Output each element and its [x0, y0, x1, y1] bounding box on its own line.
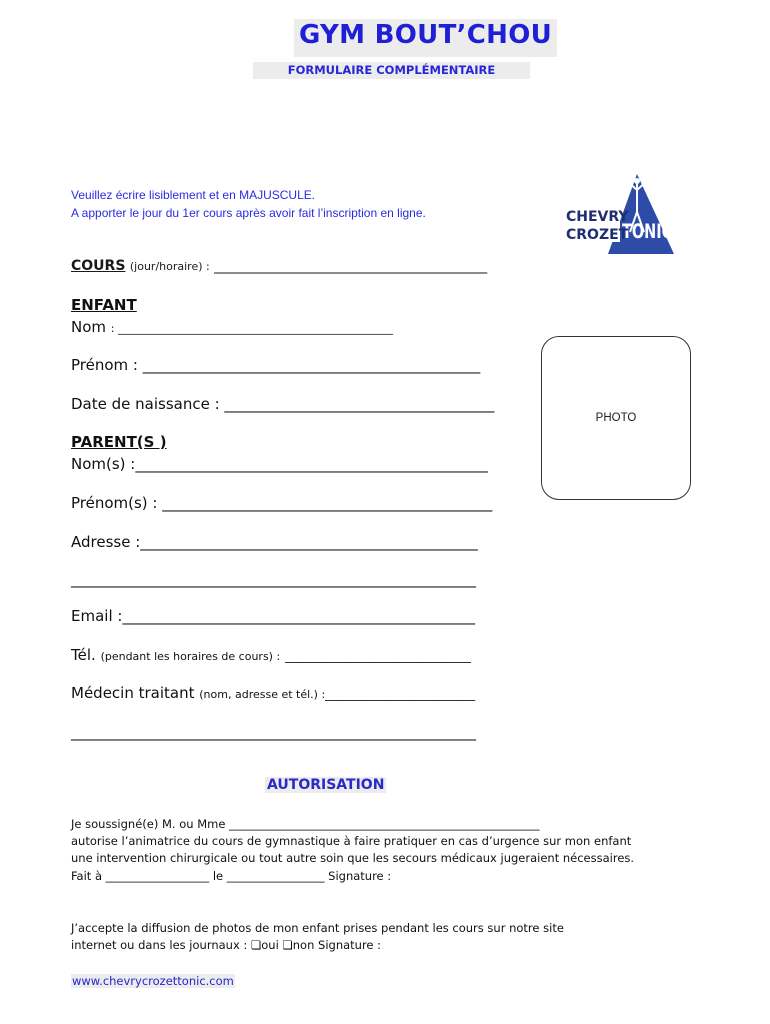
prenom-blank[interactable]: _____________________________________________	[142, 356, 481, 374]
parents-medecin-field	[71, 684, 475, 702]
adresse-label: Adresse :	[71, 533, 141, 551]
instruction-line-2: A apporter le jour du 1er cours après avoir fait l’inscription en ligne.	[71, 206, 426, 220]
cours-blank[interactable]: _______________________________________	[214, 258, 488, 274]
parents-tel-field	[71, 646, 471, 664]
parents-prenoms-field	[71, 494, 492, 512]
cours-heading: COURS	[71, 258, 126, 274]
enfant-naissance-field	[71, 395, 494, 413]
autorisation-line-3: une intervention chirurgicale ou tout autre soin que les secours médicaux jugeraient nécessaires.	[71, 851, 635, 865]
medecin-label: Médecin traitant	[71, 684, 195, 702]
autorisation-line-4[interactable]: Fait à __________________ le _________________ Signature :	[71, 869, 392, 883]
medecin-blank-line-2[interactable]: ______________________________________________________	[71, 723, 476, 741]
photo-label: PHOTO	[595, 412, 637, 424]
enfant-prenom-field	[71, 356, 480, 374]
svg-text:CHEVRY: CHEVRY	[566, 209, 629, 225]
parents-adresse-field	[71, 533, 478, 551]
chevry-crozet-tonic-logo	[560, 172, 680, 258]
tel-label: Tél.	[71, 646, 96, 664]
nom-label: Nom	[71, 318, 107, 336]
autorisation-line-1[interactable]: Je soussigné(e) M. ou Mme ______________________________________________________	[71, 817, 540, 831]
photo-consent-line-2[interactable]: internet ou dans les journaux : ❏οui ❏non Signature :	[71, 938, 382, 952]
email-blank[interactable]: :_______________________________________________	[117, 607, 475, 625]
cours-sub: (jour/horaire) :	[129, 260, 210, 273]
naissance-label: Date de naissance :	[71, 395, 220, 413]
autorisation-line-2: autorise l’animatrice du cours de gymnastique à faire pratiquer en cas d’urgence sur mon enfant	[71, 834, 632, 848]
medecin-blank[interactable]: _________________________	[325, 687, 476, 701]
svg-text:CROZET: CROZET	[566, 227, 629, 243]
enfant-nom-field	[71, 318, 393, 336]
prenoms-label: Prénom(s) :	[71, 494, 158, 512]
tel-sub: (pendant les horaires de cours) :	[100, 650, 281, 663]
adresse-blank[interactable]: _____________________________________________	[140, 533, 478, 551]
website-link[interactable]: www.chevrycrozettonic.com	[72, 974, 234, 988]
tel-blank[interactable]: _______________________________	[284, 649, 471, 663]
medecin-sub: (nom, adresse et tél.) :	[199, 688, 326, 701]
parents-email-field	[71, 607, 475, 625]
parents-noms-field	[71, 455, 488, 473]
instruction-line-1: Veuillez écrire lisiblement et en MAJUSCULE.	[71, 188, 316, 202]
enfant-heading: ENFANT	[71, 296, 137, 314]
page-subtitle: FORMULAIRE COMPLÉMENTAIRE	[287, 63, 496, 77]
naissance-blank[interactable]: ____________________________________	[224, 395, 495, 413]
adresse-blank-line-2[interactable]: ______________________________________________________	[71, 570, 476, 588]
parents-heading: PARENT(S )	[71, 433, 167, 451]
page-title: GYM BOUT’CHOU	[298, 20, 553, 50]
svg-text:TONIC: TONIC	[622, 220, 673, 244]
autorisation-heading: AUTORISATION	[267, 777, 385, 793]
cours-line	[71, 258, 487, 274]
nom-blank[interactable]: : __________________________________________________	[110, 322, 393, 335]
email-label: Email	[71, 607, 113, 625]
prenoms-blank[interactable]: ____________________________________________	[162, 494, 493, 512]
prenom-label: Prénom :	[71, 356, 138, 374]
photo-consent-line-1: J’accepte la diffusion de photos de mon enfant prises pendant les cours sur notre site	[71, 921, 564, 935]
noms-label: Nom(s) :	[71, 455, 136, 473]
noms-blank[interactable]: _______________________________________________	[135, 455, 488, 473]
